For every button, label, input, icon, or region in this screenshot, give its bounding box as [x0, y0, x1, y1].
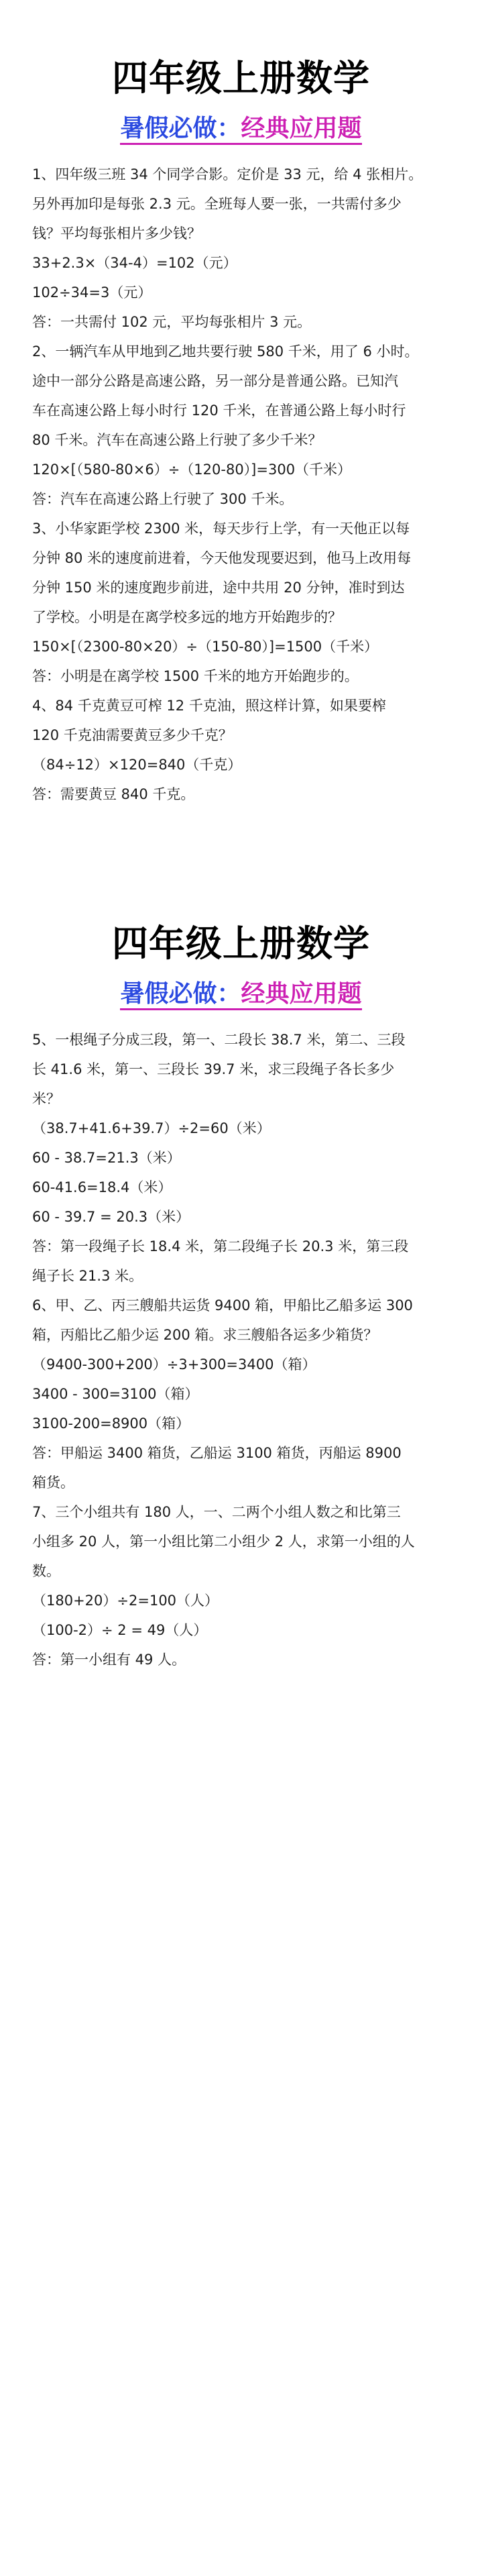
text-line: 分钟 80 米的速度前进着，今天他发现要迟到，他马上改用每 [32, 550, 412, 566]
text-line: 答：第一段绳子长 18.4 米，第二段绳子长 20.3 米，第三段 [32, 1238, 409, 1254]
text-line: 绳子长 21.3 米。 [32, 1268, 143, 1284]
text-line: 120 千克油需要黄豆多少千克？ [32, 727, 233, 743]
text-line: 另外再加印是每张 2.3 元。全班每人要一张，一共需付多少 [32, 196, 402, 212]
text-line: 3400 - 300=3100（箱） [32, 1386, 199, 1402]
text-line: 102÷34=3（元） [32, 284, 152, 301]
text-line: 箱货。 [32, 1474, 74, 1491]
subtitle-main: 经典应用题 [241, 980, 362, 1010]
text-line: （180+20）÷2=100（人） [32, 1593, 219, 1609]
text-line: （9400-300+200）÷3+300=3400（箱） [32, 1356, 316, 1373]
worksheet-section-1 [0, 52, 482, 809]
text-line: 长 41.6 米，第一、三段长 39.7 米，求三段绳子各长多少 [32, 1061, 395, 1077]
text-line: 小组多 20 人，第一小组比第二小组少 2 人，求第一小组的人 [32, 1534, 415, 1550]
text-line: 60 - 38.7=21.3（米） [32, 1150, 181, 1166]
text-line: 2、一辆汽车从甲地到乙地共要行驶 580 千米，用了 6 小时。 [32, 343, 419, 360]
page-subtitle [0, 109, 482, 149]
problem-text [0, 1025, 482, 1674]
text-line: 3、小华家距学校 2300 米，每天步行上学，有一天他正以每 [32, 521, 410, 537]
text-line: 答：汽车在高速公路上行驶了 300 千米。 [32, 491, 294, 507]
text-line: （100-2）÷ 2 = 49（人） [32, 1622, 208, 1638]
text-line: 5、一根绳子分成三段，第一、二段长 38.7 米，第二、三段 [32, 1032, 406, 1048]
text-line: 4、84 千克黄豆可榨 12 千克油，照这样计算，如果要榨 [32, 698, 386, 714]
text-line: 答：甲船运 3400 箱货，乙船运 3100 箱货，丙船运 8900 [32, 1445, 402, 1461]
text-line: 150×[（2300-80×20）÷（150-80）]=1500（千米） [32, 639, 379, 655]
subtitle-main: 经典应用题 [241, 115, 362, 145]
text-line: （38.7+41.6+39.7）÷2=60（米） [32, 1120, 271, 1136]
page-title: 四年级上册数学 [112, 57, 370, 99]
subtitle-prefix: 暑假必做： [120, 115, 241, 145]
text-line: 60-41.6=18.4（米） [32, 1179, 172, 1195]
text-line: 60 - 39.7 = 20.3（米） [32, 1209, 190, 1225]
text-line: 米？ [32, 1091, 60, 1107]
worksheet-section-2 [0, 918, 482, 1674]
text-line: 答：第一小组有 49 人。 [32, 1652, 186, 1668]
page-subtitle [0, 974, 482, 1014]
text-line: 数。 [32, 1563, 60, 1579]
text-line: 3100-200=8900（箱） [32, 1415, 190, 1432]
text-line: 120×[（580-80×6）÷（120-80）]=300（千米） [32, 462, 352, 478]
problem-text [0, 160, 482, 809]
text-line: 6、甲、乙、丙三艘船共运货 9400 箱，甲船比乙船多运 300 [32, 1297, 413, 1313]
text-line: 途中一部分公路是高速公路，另一部分是普通公路。已知汽 [32, 373, 398, 389]
text-line: 箱，丙船比乙船少运 200 箱。求三艘船各运多少箱货？ [32, 1327, 378, 1343]
text-line: 答：小明是在离学校 1500 千米的地方开始跑步的。 [32, 668, 359, 684]
subtitle-prefix: 暑假必做： [120, 980, 241, 1010]
text-line: 了学校。小明是在离学校多远的地方开始跑步的？ [32, 609, 342, 625]
text-line: （84÷12）×120=840（千克） [32, 757, 242, 773]
text-line: 答：一共需付 102 元，平均每张相片 3 元。 [32, 314, 312, 330]
text-line: 33+2.3×（34-4）=102（元） [32, 255, 237, 271]
text-line: 80 千米。汽车在高速公路上行驶了多少千米？ [32, 432, 322, 448]
text-line: 车在高速公路上每小时行 120 千米，在普通公路上每小时行 [32, 402, 406, 419]
text-line: 1、四年级三班 34 个同学合影。定价是 33 元，给 4 张相片。 [32, 166, 423, 182]
text-line: 7、三个小组共有 180 人，一、二两个小组人数之和比第三 [32, 1504, 401, 1520]
text-line: 钱？平均每张相片多少钱？ [32, 225, 201, 241]
text-line: 分钟 150 米的速度跑步前进，途中共用 20 分钟，准时到达 [32, 580, 405, 596]
page-title: 四年级上册数学 [112, 922, 370, 965]
text-line: 答：需要黄豆 840 千克。 [32, 786, 195, 802]
